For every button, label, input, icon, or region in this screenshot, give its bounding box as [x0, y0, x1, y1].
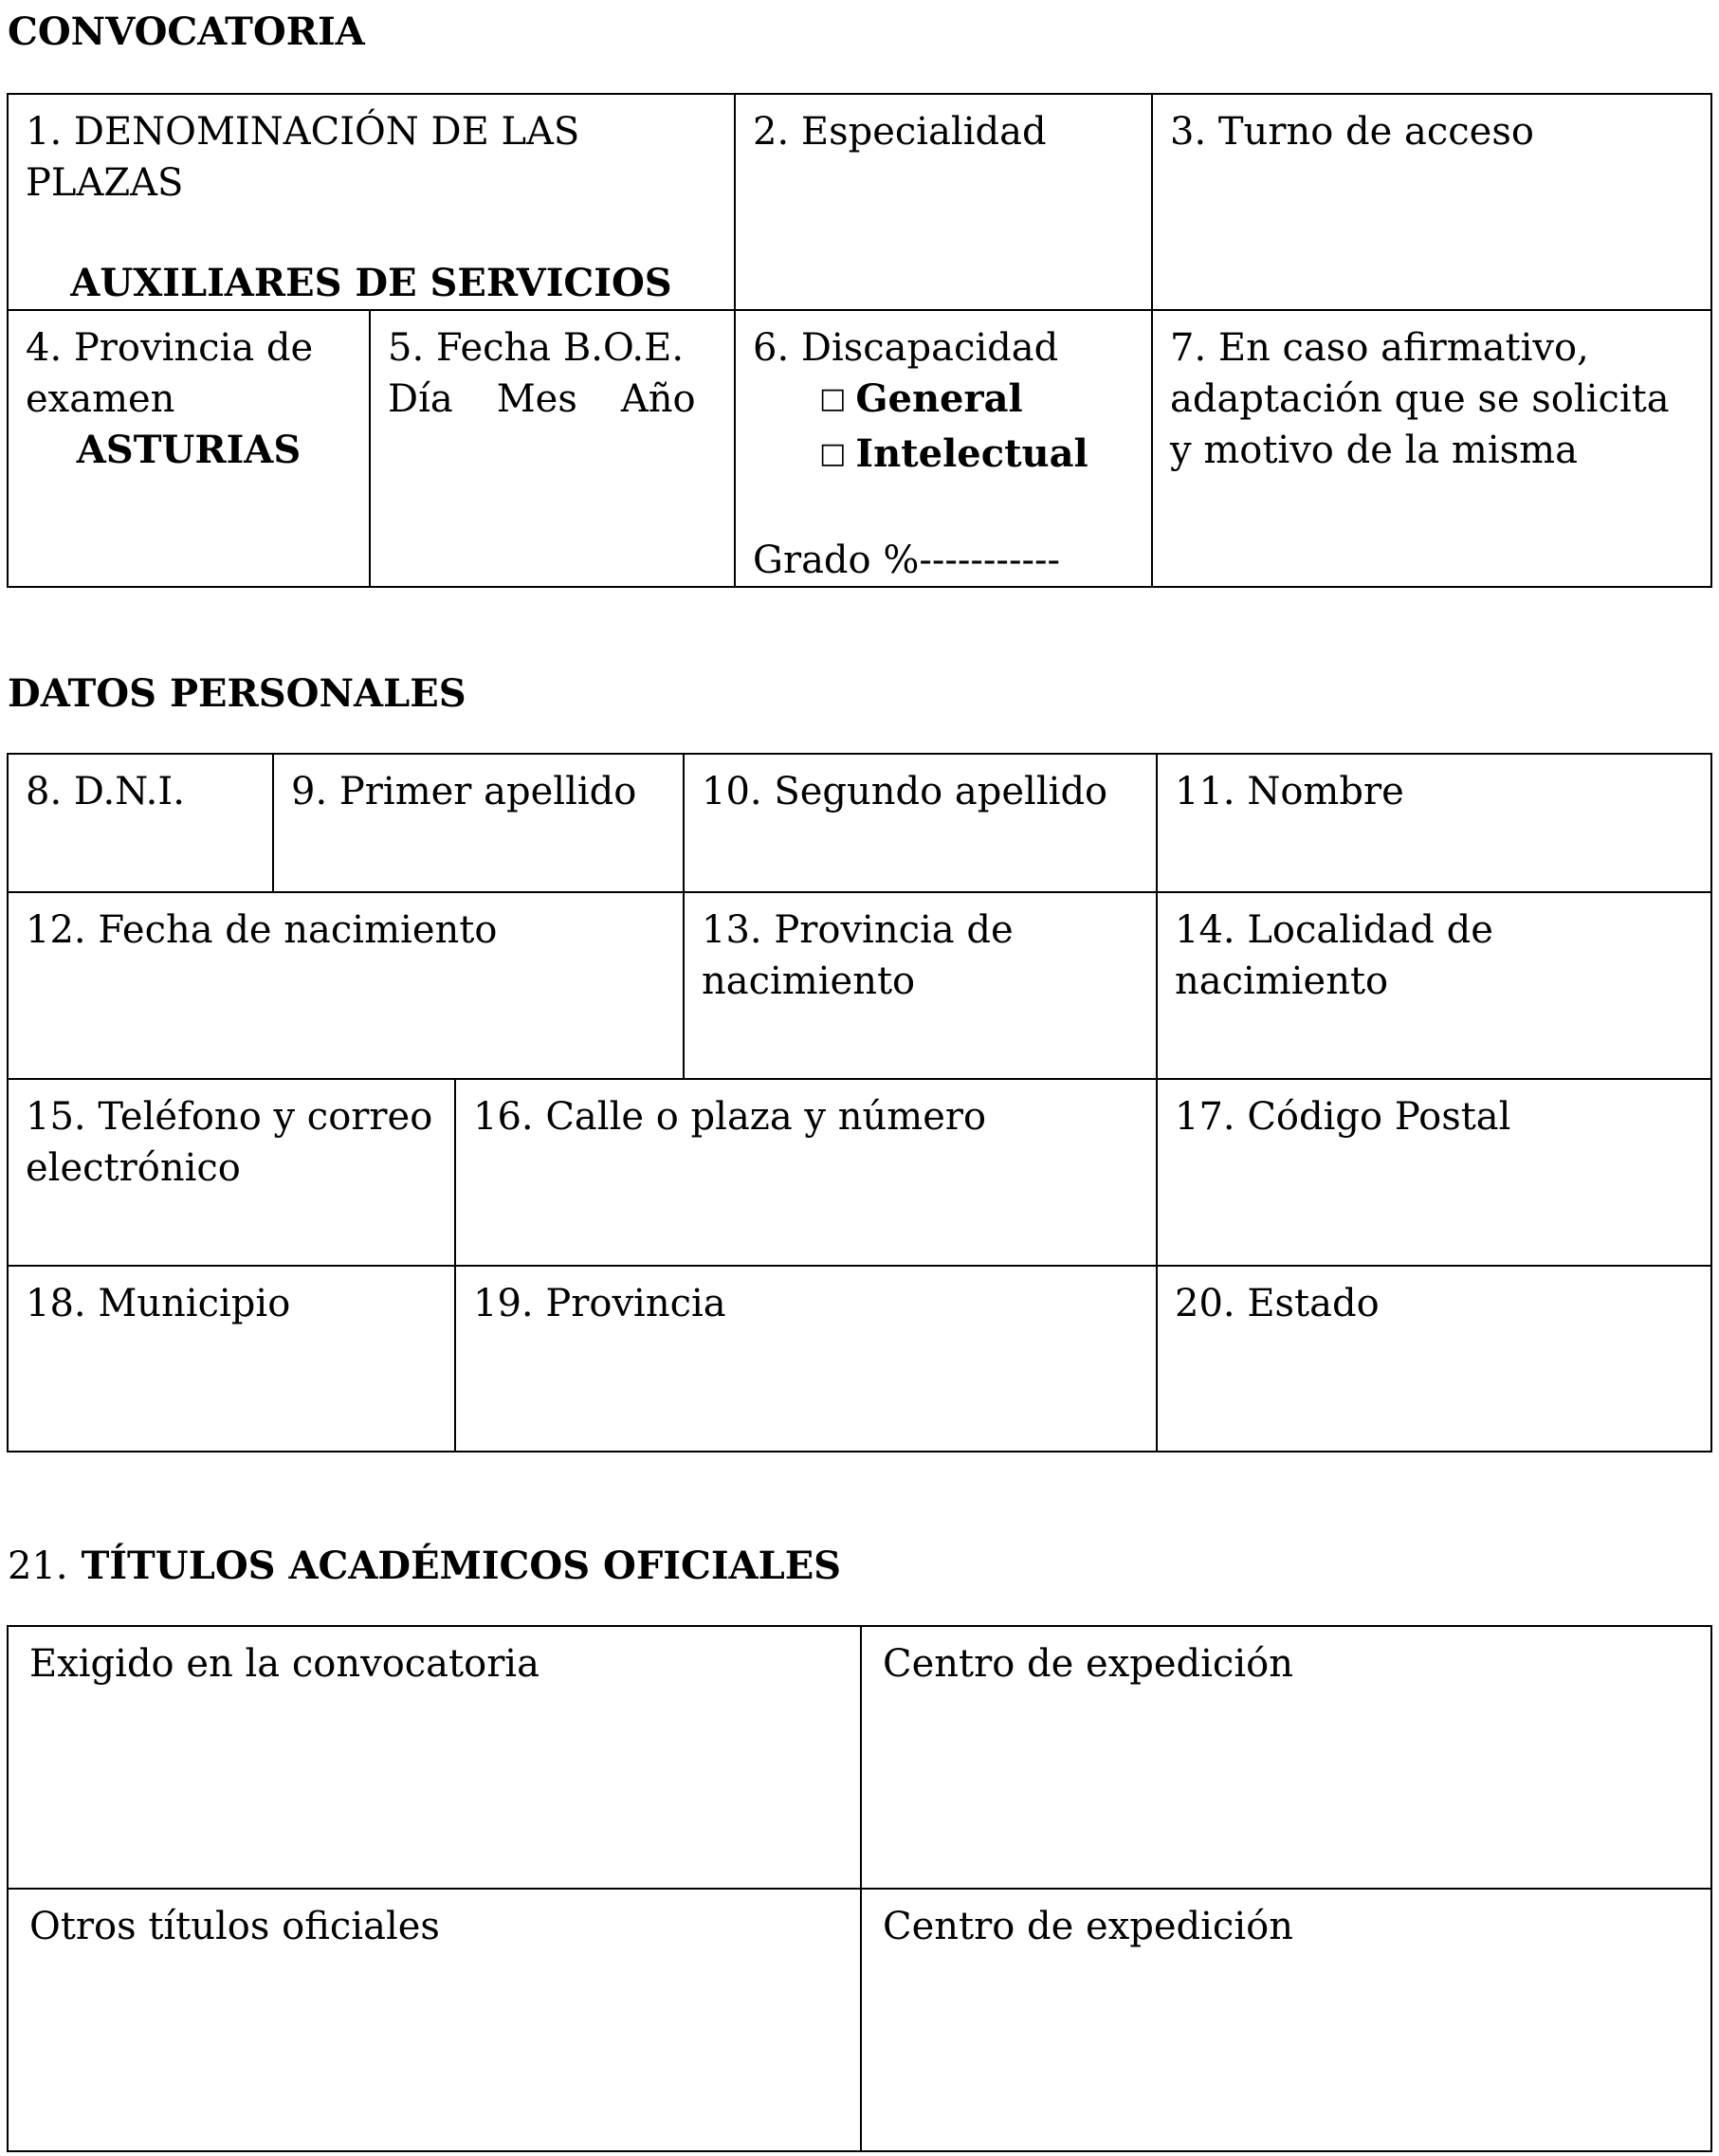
titulos-heading — [8, 1544, 842, 1588]
convocatoria-heading: CONVOCATORIA — [8, 9, 365, 54]
provincia-examen-value: ASTURIAS — [76, 428, 302, 472]
checkbox-icon[interactable]: □ — [819, 382, 847, 415]
fecha-boe-cell[interactable] — [370, 310, 735, 587]
fecha-boe-ano: Año — [620, 377, 696, 421]
centro-expedicion-cell-2[interactable] — [861, 1889, 1711, 2151]
checkbox-icon[interactable]: □ — [819, 437, 847, 470]
discapacidad-label: 6. Discapacidad — [753, 326, 1059, 370]
discapacidad-general-label: General — [855, 376, 1023, 421]
adaptacion-cell[interactable] — [1152, 310, 1711, 587]
fecha-boe-mes: Mes — [496, 377, 577, 421]
turno-acceso-cell[interactable] — [1152, 94, 1711, 310]
discapacidad-general-option[interactable] — [753, 374, 1134, 429]
codigo-postal-label: 17. Código Postal — [1175, 1095, 1511, 1139]
grado-field[interactable]: Grado %----------- — [753, 539, 1061, 582]
adaptacion-label: 7. En caso afirmativo, adaptación que se solicita y motivo de la misma — [1170, 326, 1670, 472]
centro-expedicion-cell-1[interactable] — [861, 1626, 1711, 1889]
convocatoria-table — [7, 93, 1712, 588]
provincia-label: 19. Provincia — [473, 1282, 726, 1325]
provincia-examen-label: 4. Provincia de examen — [26, 326, 314, 421]
denominacion-label: 1. DENOMINACIÓN DE LAS PLAZAS — [26, 110, 580, 205]
municipio-cell[interactable] — [8, 1266, 455, 1452]
datos-personales-table — [7, 753, 1712, 1453]
turno-acceso-label: 3. Turno de acceso — [1170, 110, 1534, 154]
exigido-convocatoria-cell[interactable] — [8, 1626, 861, 1889]
titulos-heading-title: TÍTULOS ACADÉMICOS OFICIALES — [81, 1544, 842, 1588]
provincia-cell[interactable] — [455, 1266, 1157, 1452]
centro-expedicion-label-1: Centro de expedición — [883, 1642, 1293, 1686]
fecha-nacimiento-label: 12. Fecha de nacimiento — [26, 908, 498, 952]
nombre-cell[interactable] — [1157, 754, 1711, 892]
titulos-heading-number: 21. — [8, 1544, 68, 1588]
nombre-label: 11. Nombre — [1175, 770, 1404, 813]
fecha-boe-label: 5. Fecha B.O.E. — [388, 326, 685, 370]
calle-numero-cell[interactable] — [455, 1079, 1157, 1266]
dni-cell[interactable] — [8, 754, 273, 892]
municipio-label: 18. Municipio — [26, 1282, 291, 1325]
segundo-apellido-label: 10. Segundo apellido — [702, 770, 1108, 813]
provincia-nacimiento-label: 13. Provincia de nacimiento — [702, 908, 1014, 1003]
primer-apellido-label: 9. Primer apellido — [291, 770, 637, 813]
codigo-postal-cell[interactable] — [1157, 1079, 1711, 1266]
datos-personales-heading: DATOS PERSONALES — [8, 671, 466, 716]
segundo-apellido-cell[interactable] — [684, 754, 1157, 892]
provincia-examen-cell[interactable] — [8, 310, 370, 587]
dni-label: 8. D.N.I. — [26, 770, 185, 813]
localidad-nacimiento-cell[interactable] — [1157, 892, 1711, 1079]
otros-titulos-cell[interactable] — [8, 1889, 861, 2151]
centro-expedicion-label-2: Centro de expedición — [883, 1905, 1293, 1948]
telefono-correo-label: 15. Teléfono y correo electrónico — [26, 1095, 433, 1190]
estado-label: 20. Estado — [1175, 1282, 1380, 1325]
discapacidad-cell[interactable] — [735, 310, 1152, 587]
titulos-table — [7, 1625, 1712, 2152]
exigido-convocatoria-label: Exigido en la convocatoria — [29, 1642, 539, 1686]
denominacion-value: AUXILIARES DE SERVICIOS — [70, 261, 672, 305]
estado-cell[interactable] — [1157, 1266, 1711, 1452]
especialidad-cell[interactable] — [735, 94, 1152, 310]
telefono-correo-cell[interactable] — [8, 1079, 455, 1266]
primer-apellido-cell[interactable] — [273, 754, 684, 892]
fecha-boe-dia: Día — [388, 377, 453, 421]
denominacion-cell[interactable] — [8, 94, 735, 310]
otros-titulos-label: Otros títulos oficiales — [29, 1905, 440, 1948]
provincia-nacimiento-cell[interactable] — [684, 892, 1157, 1079]
calle-numero-label: 16. Calle o plaza y número — [473, 1095, 987, 1139]
fecha-nacimiento-cell[interactable] — [8, 892, 684, 1079]
discapacidad-intelectual-option[interactable] — [753, 429, 1134, 484]
especialidad-label: 2. Especialidad — [753, 110, 1047, 154]
fecha-boe-parts — [388, 377, 696, 421]
discapacidad-intelectual-label: Intelectual — [855, 431, 1088, 476]
localidad-nacimiento-label: 14. Localidad de nacimiento — [1175, 908, 1493, 1003]
